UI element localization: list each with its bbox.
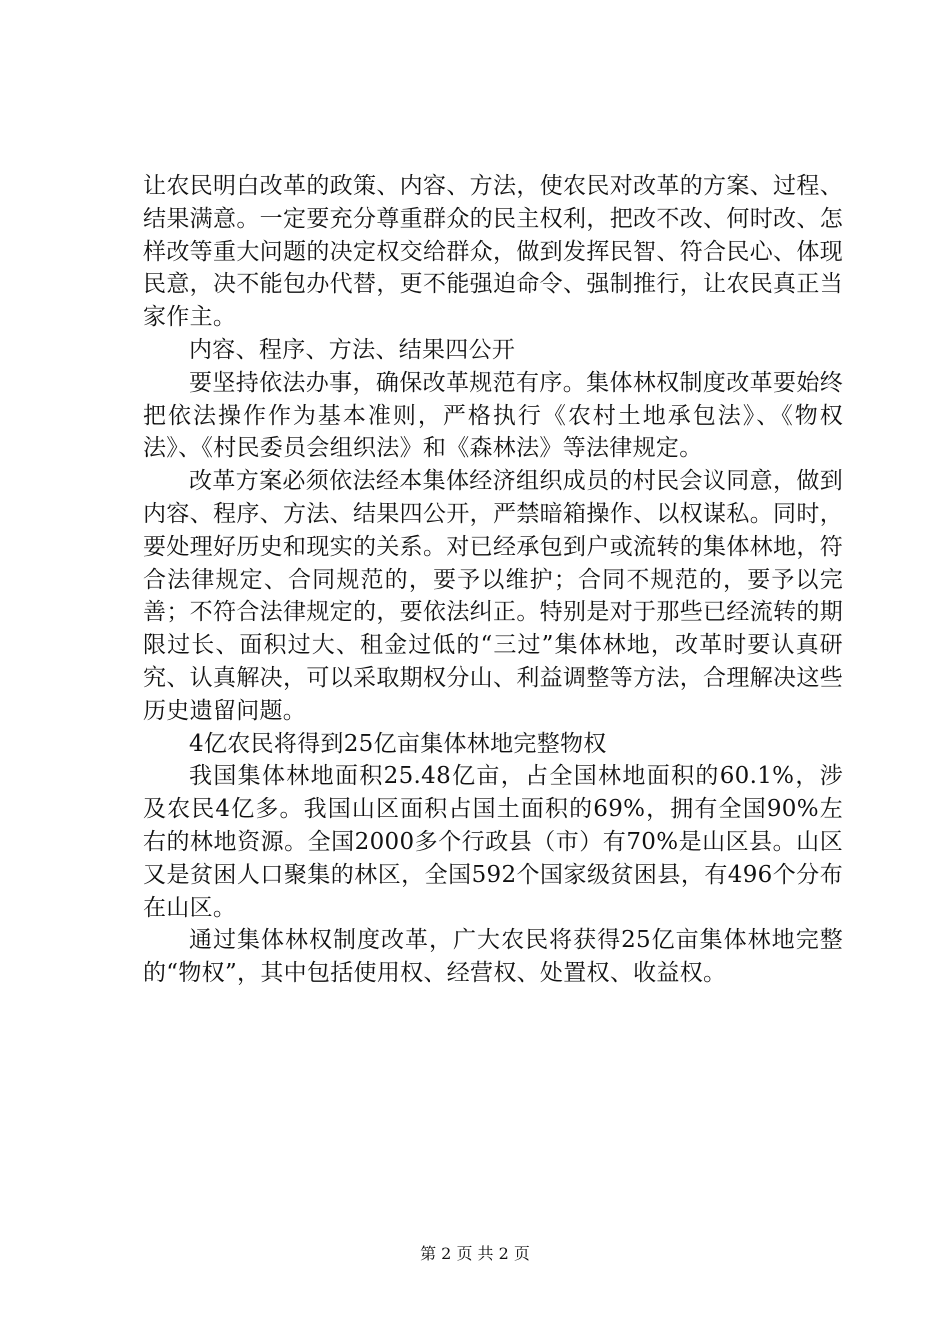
paragraph-6: 我国集体林地面积25.48亿亩，占全国林地面积的60.1%，涉及农民4亿多。我国山区面积占国土面积的69%，拥有全国90%左右的林地资源。全国2000多个行政县（市）有70%是山区县。山区又是贫困人口聚集的林区，全国592个国家级贫困县，有496个分布在山区。	[143, 763, 843, 921]
paragraph-3: 要坚持依法办事，确保改革规范有序。集体林权制度改革要始终把依法操作作为基本准则，严格执行《农村土地承包法》、《物权法》、《村民委员会组织法》和《森林法》等法律规定。	[143, 369, 843, 462]
section-heading-four-openness: 内容、程序、方法、结果四公开	[189, 336, 516, 363]
paragraph-7: 通过集体林权制度改革，广大农民将获得25亿亩集体林地完整的“物权”，其中包括使用权、经营权、处置权、收益权。	[143, 927, 843, 987]
document-body	[143, 170, 843, 990]
paragraph-1: 让农民明白改革的政策、内容、方法，使农民对改革的方案、过程、结果满意。一定要充分尊重群众的民主权利，把改不改、何时改、怎样改等重大问题的决定权交给群众，做到发挥民智、符合民心、体现民意，决不能包办代替，更不能强迫命令、强制推行，让农民真正当家作主。	[143, 173, 843, 331]
section-heading-property-rights: 4亿农民将得到25亿亩集体林地完整物权	[189, 730, 607, 757]
paragraph-4: 改革方案必须依法经本集体经济组织成员的村民会议同意，做到内容、程序、方法、结果四公开，严禁暗箱操作、以权谋私。同时，要处理好历史和现实的关系。对已经承包到户或流转的集体林地，符合法律规定、合同规范的，要予以维护；合同不规范的，要予以完善；不符合法律规定的，要依法纠正。特别是对于那些已经流转的期限过长、面积过大、租金过低的“三过”集体林地，改革时要认真研究、认真解决，可以采取期权分山、利益调整等方法，合理解决这些历史遗留问题。	[143, 468, 843, 724]
page-footer: 第 2 页 共 2 页	[420, 1244, 530, 1263]
